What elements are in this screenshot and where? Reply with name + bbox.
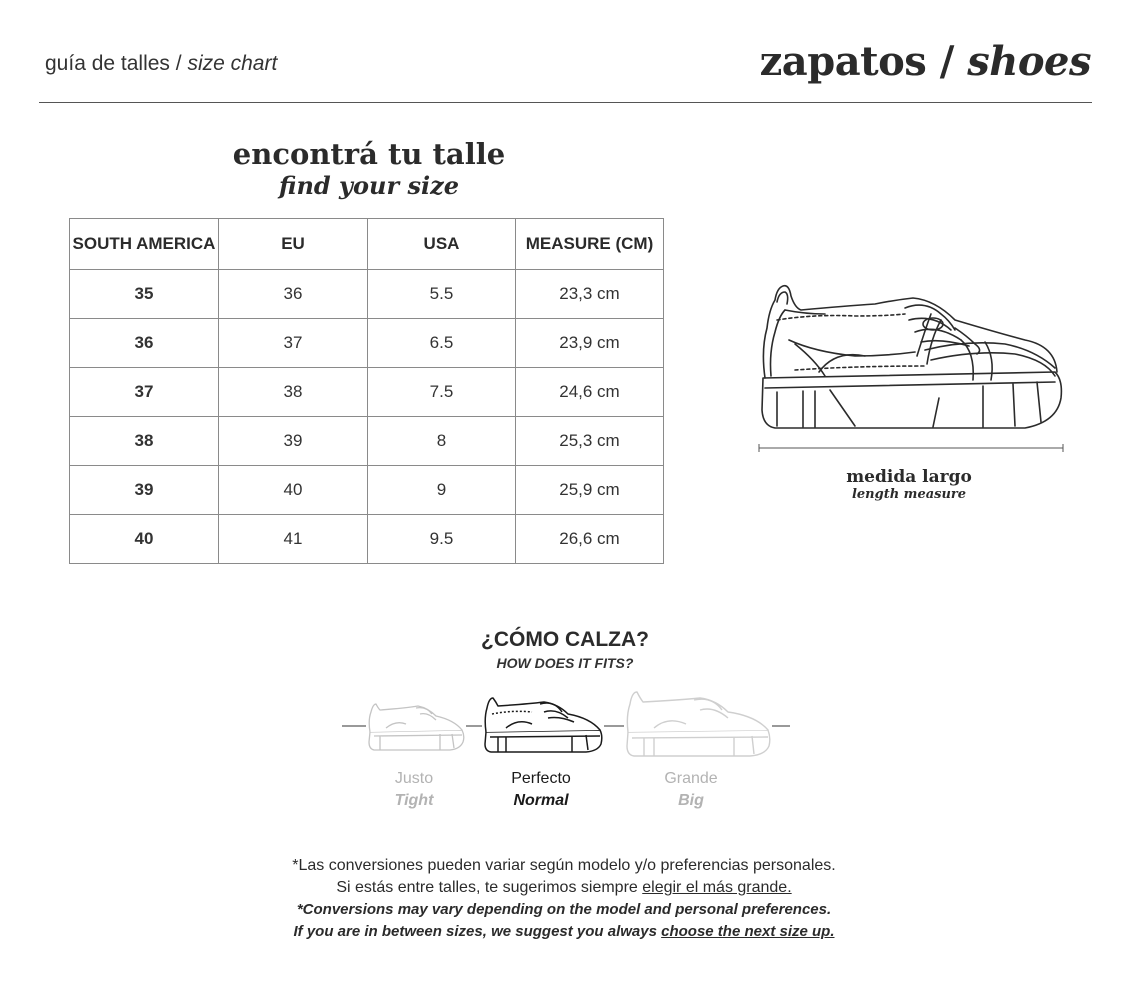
fit-title: ¿CÓMO CALZA?	[481, 628, 649, 651]
header-guide-title	[45, 52, 277, 76]
table-cell: 35	[70, 270, 219, 319]
table-cell: 6.5	[368, 319, 516, 368]
table-cell: 24,6 cm	[516, 368, 664, 417]
table-row	[70, 368, 664, 417]
fit-normal-sublabel: Normal	[513, 792, 569, 809]
sneaker-big-icon	[624, 688, 772, 758]
find-size-subtitle: find your size	[279, 171, 459, 200]
note-es-line1: *Las conversiones pueden variar según modelo y/o preferencias personales.	[292, 857, 836, 874]
table-row	[70, 515, 664, 564]
table-cell: 7.5	[368, 368, 516, 417]
table-cell: 36	[70, 319, 219, 368]
measure-label: medida largo	[846, 467, 972, 487]
table-row	[70, 319, 664, 368]
table-cell: 26,6 cm	[516, 515, 664, 564]
sneaker-normal-icon	[482, 694, 604, 754]
fit-tight-label: Justo	[394, 770, 434, 787]
table-row	[70, 270, 664, 319]
table-cell: 36	[219, 270, 368, 319]
table-cell: 39	[70, 466, 219, 515]
note-en-emphasis: choose the next size up.	[661, 923, 835, 940]
header-guide-italic: size chart	[187, 52, 278, 75]
table-row	[70, 466, 664, 515]
header-category-italic: shoes	[967, 38, 1091, 85]
column-header: SOUTH AMERICA	[70, 219, 219, 270]
table-cell: 23,9 cm	[516, 319, 664, 368]
table-cell: 37	[219, 319, 368, 368]
table-cell: 38	[70, 417, 219, 466]
table-cell: 41	[219, 515, 368, 564]
column-header: USA	[368, 219, 516, 270]
column-header: MEASURE (CM)	[516, 219, 664, 270]
fit-tight-sublabel: Tight	[394, 792, 434, 809]
table-cell: 9.5	[368, 515, 516, 564]
header-category-title	[760, 38, 1091, 85]
table-cell: 40	[70, 515, 219, 564]
table-cell: 40	[219, 466, 368, 515]
sneaker-illustration	[755, 280, 1067, 435]
find-size-title: encontrá tu talle	[232, 137, 506, 171]
table-cell: 39	[219, 417, 368, 466]
header-guide-text: guía de talles /	[45, 52, 188, 75]
length-measure-line	[758, 444, 1064, 452]
table-header-row	[70, 219, 664, 270]
fit-big-sublabel: Big	[678, 792, 704, 809]
table-cell: 37	[70, 368, 219, 417]
note-es-emphasis: elegir el más grande.	[642, 879, 792, 896]
note-es-line2	[150, 879, 978, 897]
table-cell: 9	[368, 466, 516, 515]
fit-normal-label: Perfecto	[511, 770, 571, 787]
measure-sublabel: length measure	[851, 487, 967, 502]
note-es-text: Si estás entre talles, te sugerimos siempre	[336, 879, 643, 896]
table-cell: 38	[219, 368, 368, 417]
header-category-text: zapatos /	[759, 38, 968, 85]
note-en-line2	[150, 923, 978, 940]
table-cell: 25,3 cm	[516, 417, 664, 466]
table-row	[70, 417, 664, 466]
fit-big-label: Grande	[664, 770, 718, 787]
table-cell: 5.5	[368, 270, 516, 319]
size-table	[69, 218, 664, 564]
header-divider	[39, 102, 1092, 103]
table-cell: 25,9 cm	[516, 466, 664, 515]
fit-subtitle: HOW DOES IT FITS?	[496, 655, 634, 671]
table-cell: 8	[368, 417, 516, 466]
note-en-text: If you are in between sizes, we suggest you always	[293, 923, 662, 940]
note-en-line1: *Conversions may vary depending on the model and personal preferences.	[296, 901, 832, 918]
column-header: EU	[219, 219, 368, 270]
table-cell: 23,3 cm	[516, 270, 664, 319]
sneaker-tight-icon	[366, 700, 466, 752]
